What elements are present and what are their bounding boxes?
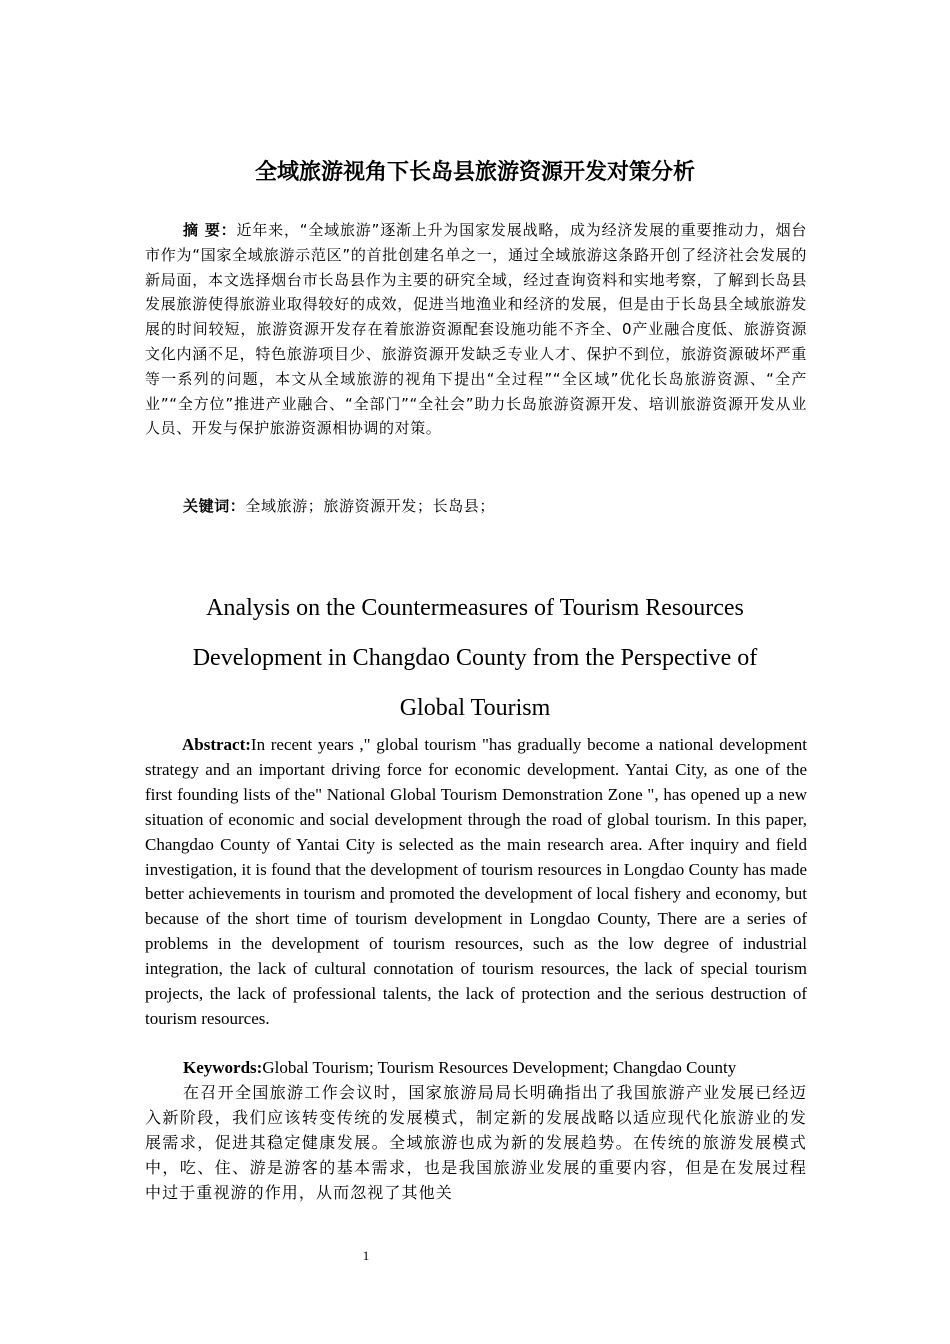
english-abstract-text: In recent years ," global tourism "has gradually become a national development strategy and an important driving force for economic development. Yantai City, as one of the first founding lists of the" National Global Tourism Demonstration Zone ", has opened up a new situation of economic and social development through the road of global tourism. In this paper, Changdao County of Yantai City is selected as the main research area. After inquiry and field investigation, it is found that the development of tourism resources in Longdao County has made better achievements in tourism and promoted the development of local fishery and economy, but because of the short time of tourism development in Longdao County, There are a series of problems in the development of tourism resources, such as the low degree of industrial integration, the lack of cultural connotation of tourism resources, the lack of special tourism projects, the lack of professional talents, the lack of protection and the serious destruction of tourism resources.	[145, 735, 807, 1028]
chinese-abstract	[145, 218, 807, 441]
english-title	[0, 588, 950, 738]
english-keywords	[183, 1056, 807, 1081]
chinese-abstract-text: 近年来，“全域旅游”逐渐上升为国家发展战略，成为经济发展的重要推动力，烟台市作为“国家全域旅游示范区”的首批创建名单之一，通过全域旅游这条路开创了经济社会发展的新局面，本文选择烟台市长岛县作为主要的研究全域，经过查询资料和实地考察，了解到长岛县发展旅游使得旅游业取得较好的成效，促进当地渔业和经济的发展，但是由于长岛县全域旅游发展的时间较短，旅游资源开发存在着旅游资源配套设施功能不齐全、0产业融合度低、旅游资源文化内涵不足，特色旅游项目少、旅游资源开发缺乏专业人才、保护不到位，旅游资源破坏严重等一系列的问题，本文从全域旅游的视角下提出“全过程”“全区域”优化长岛旅游资源、“全产业”“全方位”推进产业融合、“全部门”“全社会”助力长岛旅游资源开发、培训旅游资源开发从业人员、开发与保护旅游资源相协调的对策。	[145, 221, 808, 438]
english-title-line: Global Tourism	[399, 695, 551, 721]
english-title-line: Development in Changdao County from the Perspective of	[192, 645, 758, 671]
chinese-keywords	[183, 494, 807, 519]
chinese-keywords-text: 全域旅游；旅游资源开发；长岛县；	[245, 497, 496, 515]
chinese-abstract-label: 摘 要：	[183, 221, 237, 239]
english-abstract-label: Abstract:	[182, 735, 251, 754]
english-keywords-text: Global Tourism; Tourism Resources Development; Changdao County	[262, 1058, 737, 1077]
chinese-keywords-label: 关键词：	[183, 497, 246, 515]
page-number: 1	[362, 1248, 370, 1263]
chinese-title: 全域旅游视角下长岛县旅游资源开发对策分析	[254, 160, 695, 185]
english-keywords-label: Keywords:	[183, 1058, 263, 1077]
english-abstract	[145, 733, 807, 1032]
english-title-line: Analysis on the Countermeasures of Tourism Resources	[206, 595, 744, 621]
body-paragraph: 在召开全国旅游工作会议时，国家旅游局局长明确指出了我国旅游产业发展已经迈入新阶段，我们应该转变传统的发展模式，制定新的发展战略以适应现代化旅游业的发展需求，促进其稳定健康发展。全域旅游也成为新的发展趋势。在传统的旅游发展模式中，吃、住、游是游客的基本需求，也是我国旅游业发展的重要内容，但是在发展过程中过于重视游的作用，从而忽视了其他关	[145, 1083, 807, 1202]
